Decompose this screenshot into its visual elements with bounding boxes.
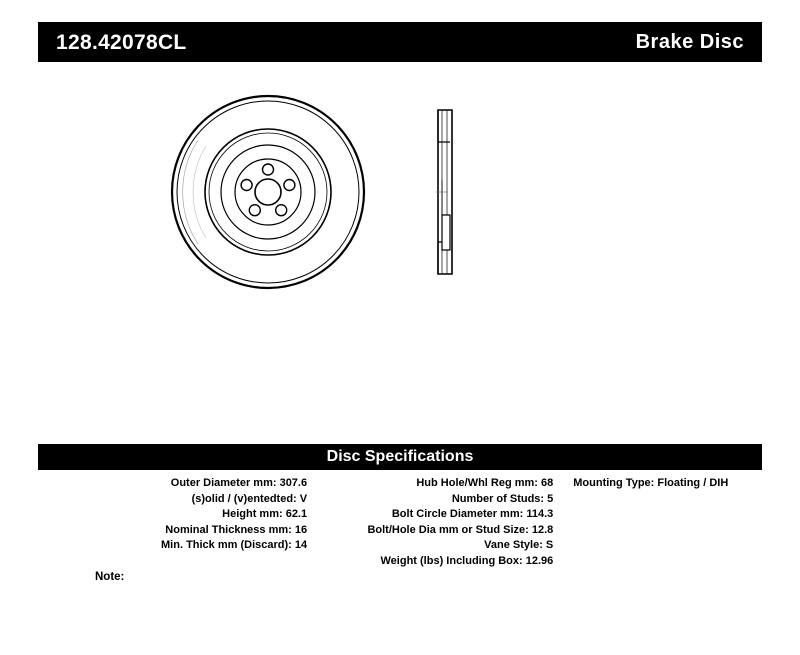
stud-hole-icon (284, 180, 295, 191)
spec-line: Outer Diameter mm: 307.6 (170, 477, 308, 489)
spec-column-right (559, 476, 762, 492)
header-bar (38, 22, 762, 62)
spec-line: Height mm: 62.1 (222, 508, 308, 520)
spec-line: Bolt Circle Diameter mm: 114.3 (391, 508, 554, 520)
hub-hole-icon (255, 179, 281, 205)
spec-line: Number of Studs: 5 (451, 492, 554, 505)
stud-hole-icon (276, 205, 287, 216)
spec-column-middle (313, 476, 559, 569)
spec-line: (s)olid / (v)entedted: V (191, 492, 308, 505)
rotor-drawing-svg (38, 80, 762, 410)
spec-line: Hub Hole/Whl Reg mm: 68 (416, 477, 554, 489)
stud-hole-icon (249, 205, 260, 216)
spec-line: Nominal Thickness mm: 16 (165, 523, 308, 536)
spec-column-left (38, 476, 313, 554)
spec-line: Bolt/Hole Dia mm or Stud Size: 12.8 (367, 523, 554, 536)
part-number: 128.42078CL (56, 30, 187, 54)
stud-hole-icon (241, 180, 252, 191)
spec-columns (38, 476, 762, 569)
spec-line: Mounting Type: Floating / DIH (573, 477, 729, 489)
spec-line: Weight (lbs) Including Box: 12.96 (380, 554, 554, 567)
rotor-drawing (38, 80, 762, 410)
stud-hole-icon (263, 164, 274, 175)
rotor-shading-arc-icon (193, 146, 206, 238)
note-label: Note: (95, 571, 125, 583)
spec-line: Min. Thick mm (Discard): 14 (161, 539, 308, 551)
rotor-hat-block-icon (442, 215, 450, 250)
spec-section-title: Disc Specifications (38, 444, 762, 470)
page-title: Brake Disc (635, 31, 744, 53)
spec-line: Vane Style: S (484, 539, 554, 551)
